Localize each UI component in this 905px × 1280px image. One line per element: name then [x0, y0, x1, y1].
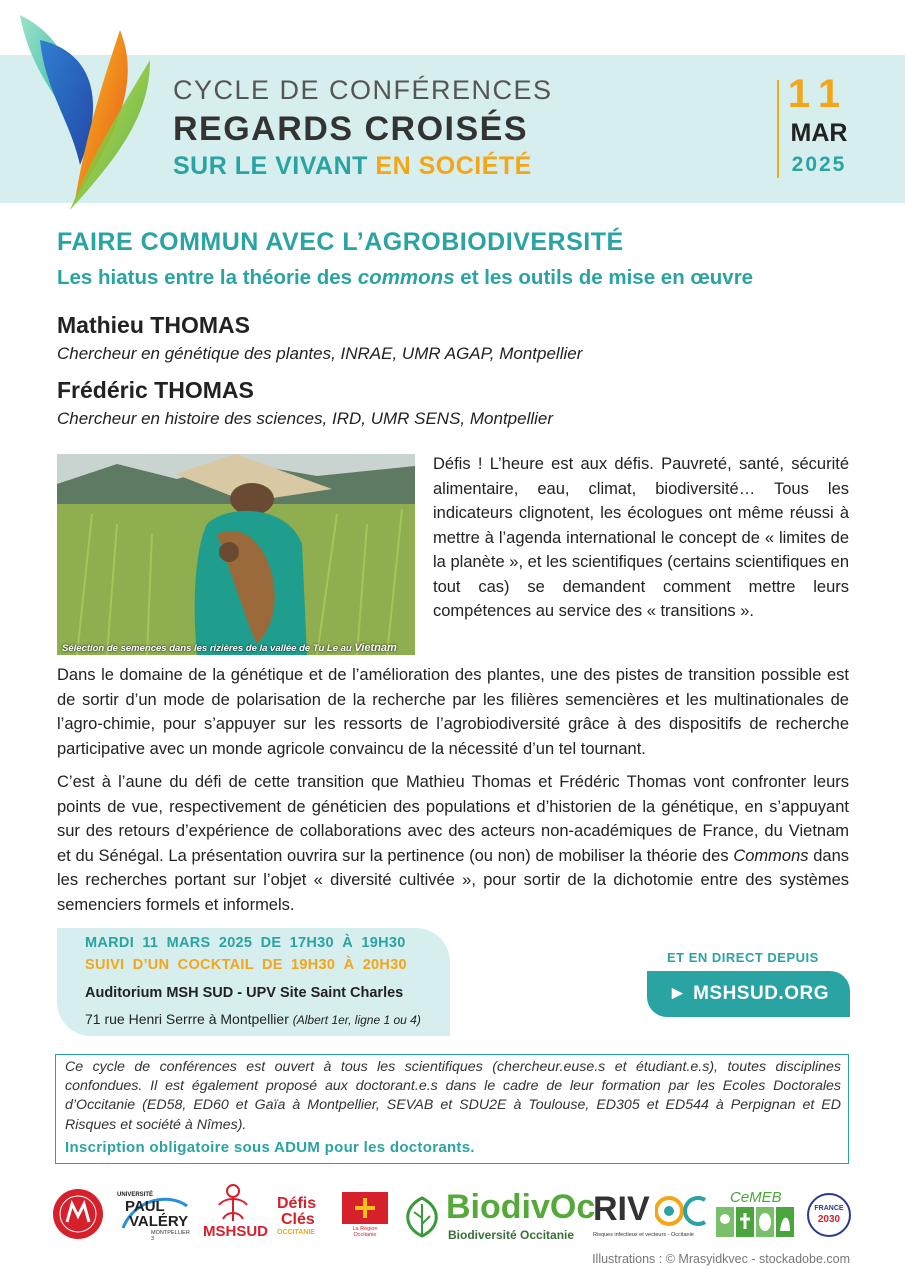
rivoc-subtitle: Risques infectieux et vecteurs - Occitanie	[593, 1232, 694, 1238]
para2-emphasis: Commons	[733, 846, 809, 865]
note-text: Ce cycle de conférences est ouvert à tous les scientifiques (chercheur.euse.s et étudiant.e.s), toutes disciplines confondues. Il est également proposé aux doctorant.e.s dans le cadre de leur formation par les Ecoles Doctorales d’Occitanie (ED58, ED60 et Gaïa à Montpellier, SEVAB et SDU2E à Toulouse, ED305 et ED544 à Perpignan et ED Risques et société à Nîmes).	[65, 1059, 841, 1133]
address-note: (Albert 1er, ligne 1 ou 4)	[292, 1013, 421, 1027]
occitanie-cross-block	[342, 1192, 388, 1224]
occitanie-cross-icon	[354, 1197, 376, 1219]
caption-country: Vietnam	[354, 642, 397, 654]
event-address	[85, 1011, 421, 1027]
biodivoc-logo	[400, 1188, 596, 1244]
para2-part-a: C’est à l’aune du défi de cette transition que Mathieu Thomas et Frédéric Thomas vont confronter leurs points de vue, respectivement de généticien des populations et d’historien de la génétique, en s’appuyant sur des retours d’expérience de collaborations avec des acteurs non-académiques de France, du Vietnam et du Sénégal. La présentation ouvrira sur la pertinence (ou non) de mobiliser la théorie des	[57, 773, 849, 865]
series-subtitle-b: EN SOCIÉTÉ	[375, 152, 532, 180]
cles-word: Clés	[281, 1211, 315, 1228]
subtitle-emphasis: commons	[357, 266, 455, 289]
subtitle-part-a: Les hiatus entre la théorie des	[57, 266, 358, 289]
speaker-2-role: Chercheur en histoire des sciences, IRD, UMR SENS, Montpellier	[57, 409, 554, 428]
body-paragraph-1: Dans le domaine de la génétique et de l’amélioration des plantes, une des pistes de transition possible est de sortir d’un mode de polarisation de la recherche par les filières semencières et les multinationales de l’agro-chimie, pour s’appuyer sur les ressorts de l’agrobiodiversité grâce à des dispositifs de recherche participative avec un monde agricole convaincu de la nécessité d’un tel tournant.	[57, 666, 849, 758]
mshsud-logo	[203, 1183, 269, 1245]
cemeb-logo	[716, 1189, 796, 1241]
biodivoc-subtitle: Biodiversité Occitanie	[448, 1228, 575, 1242]
france-2030-logo	[806, 1192, 852, 1238]
biodivoc-text: BiodivOc	[446, 1188, 596, 1226]
live-label: ET EN DIRECT DEPUIS	[667, 950, 819, 965]
talk-subtitle	[57, 266, 753, 290]
region-occitanie-logo	[342, 1192, 388, 1238]
mshsud-text: MSHSUD	[203, 1223, 269, 1240]
rivoc-logo	[593, 1190, 707, 1244]
caption-text: Sélection de semences dans les rizières de la vallée de Tu Le au	[62, 643, 355, 654]
photo-caption	[62, 642, 397, 654]
rivoc-oc-icon	[655, 1194, 707, 1228]
event-cocktail: SUIVI D’UN COCKTAIL DE 19H30 À 20H30	[85, 957, 407, 973]
subtitle-part-b: et les outils de mise en œuvre	[454, 266, 754, 289]
para2-part-b: dans les recherches portant sur l’objet « diversité cultivée », pour sortir de la dichotomie entre des systèmes semenciers formels et informels.	[57, 846, 849, 914]
cemeb-species-icon	[716, 1207, 796, 1239]
rivoc-text: RIV	[593, 1190, 650, 1228]
cycle-heading: CYCLE DE CONFÉRENCES	[173, 75, 553, 105]
university-seal-logo	[52, 1188, 104, 1240]
talk-title: FAIRE COMMUN AVEC L’AGROBIODIVERSITÉ	[57, 228, 624, 256]
occitanie-text: La Région Occitanie	[352, 1226, 378, 1238]
date-day: 11	[787, 72, 851, 116]
illustration-credits: Illustrations : © Mrasyidkvec - stockadobe.com	[592, 1252, 850, 1266]
body-paragraph-2	[57, 770, 849, 917]
series-title: REGARDS CROISÉS	[173, 110, 528, 148]
cemeb-text: CeMEB	[730, 1189, 782, 1206]
speaker-2-name: Frédéric THOMAS	[57, 377, 254, 403]
france-word: FRANCE	[814, 1205, 844, 1212]
defis-word: Défis	[277, 1195, 317, 1212]
speaker-1-role: Chercheur en génétique des plantes, INRAE, UMR AGAP, Montpellier	[57, 344, 583, 363]
date-month: MAR	[790, 119, 848, 147]
intro-paragraph: Défis ! L’heure est aux défis. Pauvreté, santé, sécurité alimentaire, eau, climat, biodiversité… Tous les indicateurs clignotent, les écologues ont même réussi à mettre à l’agenda international le concept de « limites de la planète », et les scientifiques (certains scientifiques en tout cas) se demandent comment mettre leurs compétences au service des « transitions ».	[433, 455, 849, 620]
mshsud-figure-icon	[215, 1183, 251, 1223]
series-subtitle-a: SUR LE VIVANT	[173, 152, 368, 180]
paul-valery-logo	[115, 1186, 193, 1242]
biodivoc-leaf-icon	[400, 1194, 444, 1238]
defis-occitanie: OCCITANIE	[277, 1229, 315, 1236]
pv-university: UNIVERSITÉ	[117, 1192, 154, 1198]
note-registration: Inscription obligatoire sous ADUM pour les doctorants.	[65, 1139, 475, 1156]
event-venue: Auditorium MSH SUD - UPV Site Saint Charles	[85, 985, 404, 1001]
live-stream-link[interactable]: ► MSHSUD.ORG	[647, 971, 850, 1017]
date-year: 2025	[791, 153, 847, 176]
pv-montpellier: MONTPELLIER 3	[151, 1230, 190, 1242]
rice-field-photo	[57, 454, 415, 655]
address-text: 71 rue Henri Serrre à Montpellier	[85, 1011, 293, 1027]
speaker-1-name: Mathieu THOMAS	[57, 312, 250, 338]
series-subtitle	[173, 152, 532, 181]
event-datetime: MARDI 11 MARS 2025 DE 17H30 À 19H30	[85, 935, 406, 951]
year-2030: 2030	[817, 1214, 841, 1225]
pv-valery: VALÉRY	[129, 1213, 189, 1230]
defis-cles-logo	[277, 1195, 333, 1241]
leaf-logo-icon	[0, 0, 160, 215]
pv-paul: PAUL	[125, 1198, 165, 1215]
date-divider	[777, 80, 779, 178]
